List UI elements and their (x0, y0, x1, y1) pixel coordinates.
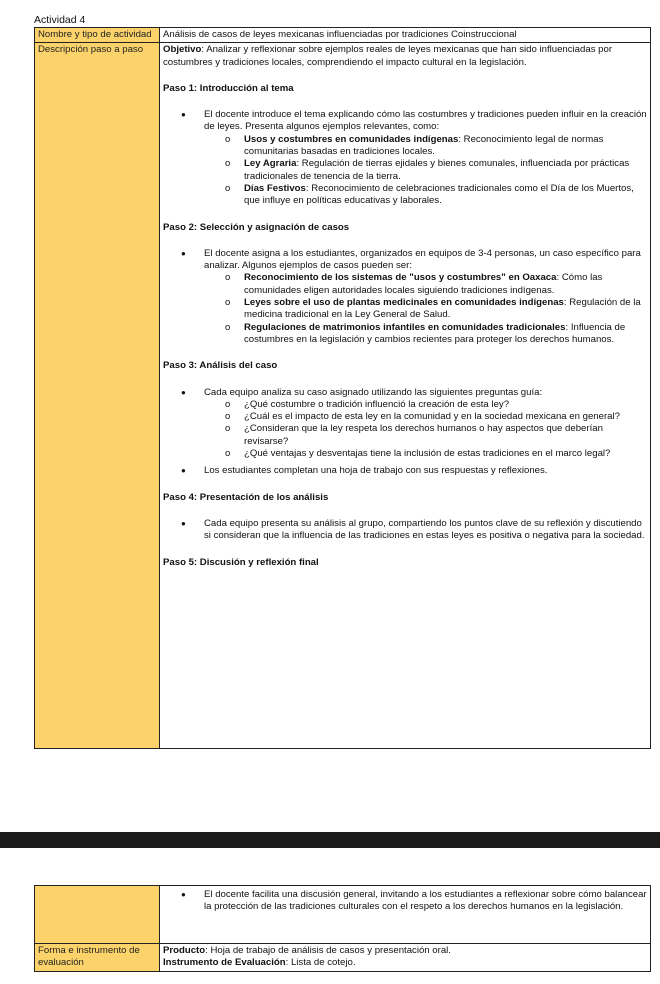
sub-list (204, 272, 647, 346)
sub-item-text: ¿Consideran que la ley respeta los derechos humanos o hay aspectos que deberían revisarse? (244, 423, 603, 447)
step-title: Paso 4: Presentación de los análisis (163, 491, 329, 503)
sub-item-bold: Ley Agraria (244, 158, 297, 170)
sub-list-item (244, 399, 647, 411)
sub-list-item (244, 297, 647, 322)
activity-title: Actividad 4 (34, 14, 86, 26)
sub-list (204, 134, 647, 208)
list-item (204, 387, 647, 461)
sub-list (204, 399, 647, 460)
product-text: : Hoja de trabajo de análisis de casos y presentación oral. (205, 945, 451, 956)
product-line (163, 945, 647, 957)
sub-item-bold: Días Festivos (244, 182, 306, 194)
bullet-text: El docente introduce el tema explicando cómo las costumbres y tradiciones pueden influir en la creación de leyes. Presenta algunos ejemplos relevantes, como: (204, 109, 647, 133)
row-continued (35, 886, 651, 944)
list-item (204, 518, 647, 543)
step-title: Paso 3: Análisis del caso (163, 360, 278, 372)
bullet-text: Los estudiantes completan una hoja de trabajo con sus respuestas y reflexiones. (204, 465, 548, 477)
sub-item-text: : Influencia de costumbres en la legislación y cambios recientes para proteger los derechos humanos. (244, 321, 626, 345)
sub-list-item (244, 448, 647, 460)
name-value: Análisis de casos de leyes mexicanas influenciadas por tradiciones Coinstruccional (160, 28, 651, 43)
objective-label: Objetivo (163, 44, 202, 56)
row-evaluation (35, 944, 651, 972)
list-item (204, 465, 647, 477)
bullet-list (163, 248, 647, 346)
sub-item-text: : Reconocimiento de celebraciones tradicionales como el Día de los Muertos, que influye en políticas educativas y laborales. (244, 182, 634, 207)
sub-item-bold: Leyes sobre el uso de plantas medicinales en comunidades indígenas (244, 297, 564, 309)
step-title: Paso 2: Selección y asignación de casos (163, 221, 350, 233)
sub-list-item (244, 158, 647, 183)
description-content (160, 43, 651, 749)
activity-table-continued (34, 885, 651, 972)
sub-item-text: : Regulación de la medicina tradicional en la Ley General de Salud. (244, 297, 641, 321)
continued-label (35, 886, 160, 944)
bullet-text: El docente asigna a los estudiantes, organizados en equipos de 3-4 personas, un caso específico para analizar. Algunos ejemplos de casos pueden ser: (204, 247, 641, 272)
objective-paragraph (163, 44, 647, 69)
description-label: Descripción paso a paso (35, 43, 160, 749)
sub-item-text: ¿Cuál es el impacto de esta ley en la comunidad y en la sociedad mexicana en general? (244, 411, 620, 423)
product-label: Producto (163, 945, 206, 956)
continued-content (160, 886, 651, 944)
instrument-label: Instrumento de Evaluación (163, 957, 286, 969)
sub-list-item (244, 134, 647, 159)
bullet-list (163, 387, 647, 478)
step-title: Paso 1: Introducción al tema (163, 82, 294, 94)
row-name (35, 28, 651, 43)
instrument-text: : Lista de cotejo. (285, 957, 356, 969)
row-description (35, 43, 651, 749)
sub-list-item (244, 423, 647, 448)
bullet-text: Cada equipo presenta su análisis al grupo, compartiendo los puntos clave de su reflexión y discutiendo si consideran que la influencia de las tradiciones en estas leyes es positiva o negativa para la sociedad. (204, 517, 645, 542)
list-item (204, 109, 647, 207)
evaluation-label: Forma e instrumento de evaluación (35, 944, 160, 972)
sub-item-text: : Reconocimiento legal de normas comunitarias basadas en tradiciones locales. (244, 133, 604, 158)
name-label: Nombre y tipo de actividad (35, 28, 160, 43)
sub-list-item (244, 272, 647, 297)
bullet-text: Cada equipo analiza su caso asignado utilizando las siguientes preguntas guía: (204, 386, 543, 398)
sub-list-item (244, 411, 647, 423)
activity-table (34, 27, 651, 749)
list-item: ● El docente facilita una discusión general, invitando a los estudiantes a reflexionar sobre cómo balancear la protección de las tradiciones culturales con el respeto a los derechos humanos en la legislación. (204, 889, 647, 914)
step-title: Paso 5: Discusión y reflexión final (163, 556, 319, 568)
sub-list-item (244, 183, 647, 208)
bullet-list (163, 518, 647, 543)
sub-item-bold: Reconocimiento de los sistemas de "usos y costumbres" en Oaxaca (244, 272, 557, 284)
sub-item-bold: Regulaciones de matrimonios infantiles en comunidades tradicionales (244, 321, 566, 333)
list-item (204, 248, 647, 346)
sub-item-text: : Cómo las comunidades eligen autoridades locales siguiendo tradiciones indígenas. (244, 272, 603, 296)
sub-item-text: ¿Qué ventajas y desventajas tiene la inclusión de estas tradiciones en el marco legal? (244, 448, 611, 460)
sub-item-text: : Regulación de tierras ejidales y bienes comunales, influenciada por prácticas tradicionales de tenencia de la tierra. (244, 158, 630, 182)
sub-item-text: ¿Qué costumbre o tradición influenció la creación de esta ley? (244, 398, 510, 410)
sub-item-bold: Usos y costumbres en comunidades indígenas (244, 133, 459, 145)
bullet-list (163, 109, 647, 207)
evaluation-content (160, 944, 651, 972)
sub-list-item (244, 322, 647, 347)
page-break-band (0, 832, 660, 848)
instrument-line (163, 957, 647, 969)
steps-container (163, 83, 647, 569)
objective-text: : Analizar y reflexionar sobre ejemplos reales de leyes mexicanas que han sido influenciadas por costumbres y tradiciones locales, comprendiendo el impacto cultural en la legislación. (163, 44, 613, 68)
